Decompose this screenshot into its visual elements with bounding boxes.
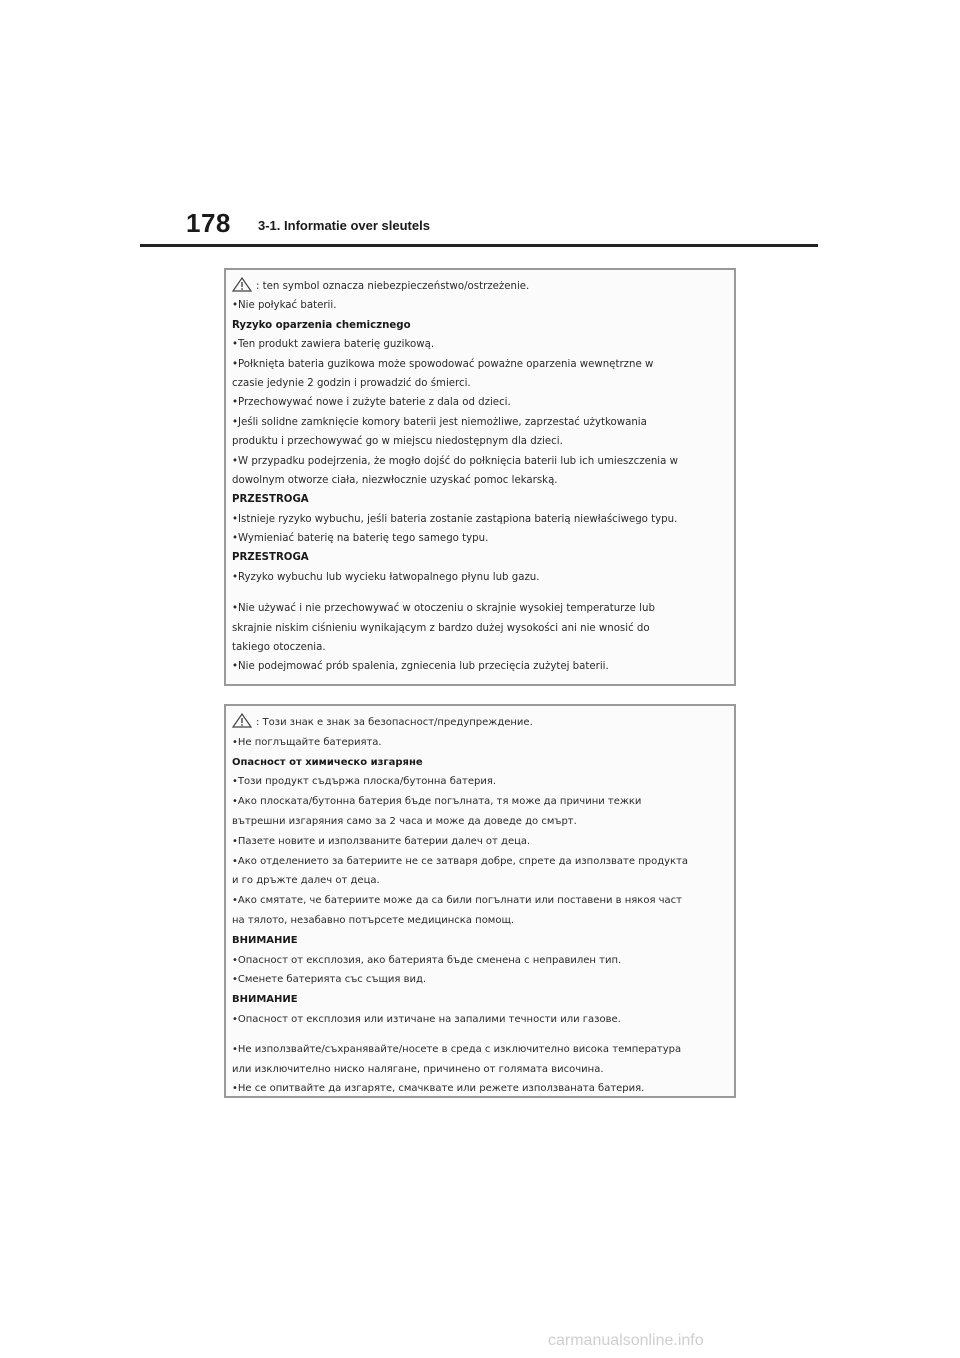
text-line: на тялото, незабавно потърсете медицинска помощ. xyxy=(232,914,515,926)
text-line: •Опасност от експлозия, ако батерията бъде сменена с неправилен тип. xyxy=(232,954,622,966)
header-divider xyxy=(140,244,818,247)
text-line: ВНИМАНИЕ xyxy=(232,994,298,1006)
text-line: dowolnym otworze ciała, niezwłocznie uzyskać pomoc lekarską. xyxy=(232,474,558,486)
text-line: Опасност от химическо изгаряне xyxy=(232,756,423,768)
page-header xyxy=(140,208,818,248)
warning-triangle-icon xyxy=(232,713,252,728)
text-line: •Nie używać i nie przechowywać w otoczeniu o skrajnie wysokiej temperaturze lub xyxy=(232,603,655,615)
text-line: •Nie podejmować prób spalenia, zgniecenia lub przecięcia zużytej baterii. xyxy=(232,661,609,673)
text-line: •Ако плоската/бутонна батерия бъде погълната, тя може да причини тежки xyxy=(232,796,642,808)
text-line: •Istnieje ryzyko wybuchu, jeśli bateria zostanie zastąpiona baterią niewłaściwego typu. xyxy=(232,513,678,525)
text-line: вътрешни изгаряния само за 2 часа и може да доведе до смърт. xyxy=(232,815,577,827)
text-line: •Połknięta bateria guzikowa może spowodować poważne oparzenia wewnętrzne w xyxy=(232,358,654,370)
warning-intro-line xyxy=(232,713,728,733)
polish-warning-box xyxy=(224,268,736,686)
bulgarian-text-lines-extra xyxy=(232,1040,728,1099)
warning-intro-text: : ten symbol oznacza niebezpieczeństwo/ostrzeżenie. xyxy=(256,281,530,292)
text-line: •Опасност от експлозия или изтичане на запалими течности или газове. xyxy=(232,1013,621,1025)
text-line: •Не използвайте/съхранявайте/носете в среда с изключително висока температура xyxy=(232,1043,682,1055)
text-line: •Пазете новите и използваните батерии далеч от деца. xyxy=(232,835,531,847)
text-line: Ryzyko oparzenia chemicznego xyxy=(232,319,411,331)
text-line: •Ten produkt zawiera baterię guzikową. xyxy=(232,339,435,351)
polish-text-lines xyxy=(232,296,728,587)
text-line: PRZESTROGA xyxy=(232,494,309,506)
text-line: czasie jedynie 2 godzin i prowadzić do śmierci. xyxy=(232,377,471,389)
text-line: •Jeśli solidne zamknięcie komory baterii jest niemożliwe, zaprzestać użytkowania xyxy=(232,416,647,428)
text-line: •Ryzyko wybuchu lub wycieku łatwopalnego płynu lub gazu. xyxy=(232,571,540,583)
text-line: •Този продукт съдържа плоска/бутонна батерия. xyxy=(232,776,497,788)
text-line: ВНИМАНИЕ xyxy=(232,934,298,946)
text-line: •Ако смятате, че батериите може да са били погълнати или поставени в някоя част xyxy=(232,895,683,907)
polish-text-lines-extra xyxy=(232,599,728,677)
watermark-text: carmanualsonline.info xyxy=(548,1332,704,1349)
text-line: •Przechowywać nowe i zużyte baterie z dala od dzieci. xyxy=(232,397,511,409)
warning-intro-text: : Този знак е знак за безопасност/предупреждение. xyxy=(256,717,533,728)
text-line: и го дръжте далеч от деца. xyxy=(232,875,380,887)
text-line: •Nie połykać baterii. xyxy=(232,300,337,312)
text-line: •W przypadku podejrzenia, że mogło dojść do połknięcia baterii lub ich umieszczenia w xyxy=(232,455,678,467)
section-title: 3-1. Informatie over sleutels xyxy=(258,218,430,233)
bulgarian-warning-box xyxy=(224,704,736,1098)
text-line: PRZESTROGA xyxy=(232,552,309,564)
text-line: •Не поглъщайте батерията. xyxy=(232,736,382,748)
text-line: •Wymieniać baterię na baterię tego samego typu. xyxy=(232,533,489,545)
text-line: •Ако отделението за батериите не се затваря добре, спрете да използвате продукта xyxy=(232,855,689,867)
text-line: или изключително ниско налягане, причинено от голямата височина. xyxy=(232,1063,604,1075)
text-line: •Не се опитвайте да изгаряте, смачквате или режете използваната батерия. xyxy=(232,1083,645,1095)
page-number: 178 xyxy=(186,208,231,238)
text-line: skrajnie niskim ciśnieniu wynikającym z bardzo dużej wysokości ani nie wnosić do xyxy=(232,622,650,634)
warning-intro-line xyxy=(232,277,728,296)
text-line: •Сменете батерията със същия вид. xyxy=(232,974,427,986)
text-line: produktu i przechowywać go w miejscu niedostępnym dla dzieci. xyxy=(232,436,563,448)
warning-triangle-icon xyxy=(232,277,252,292)
text-line: takiego otoczenia. xyxy=(232,642,326,654)
bulgarian-text-lines xyxy=(232,733,728,1030)
